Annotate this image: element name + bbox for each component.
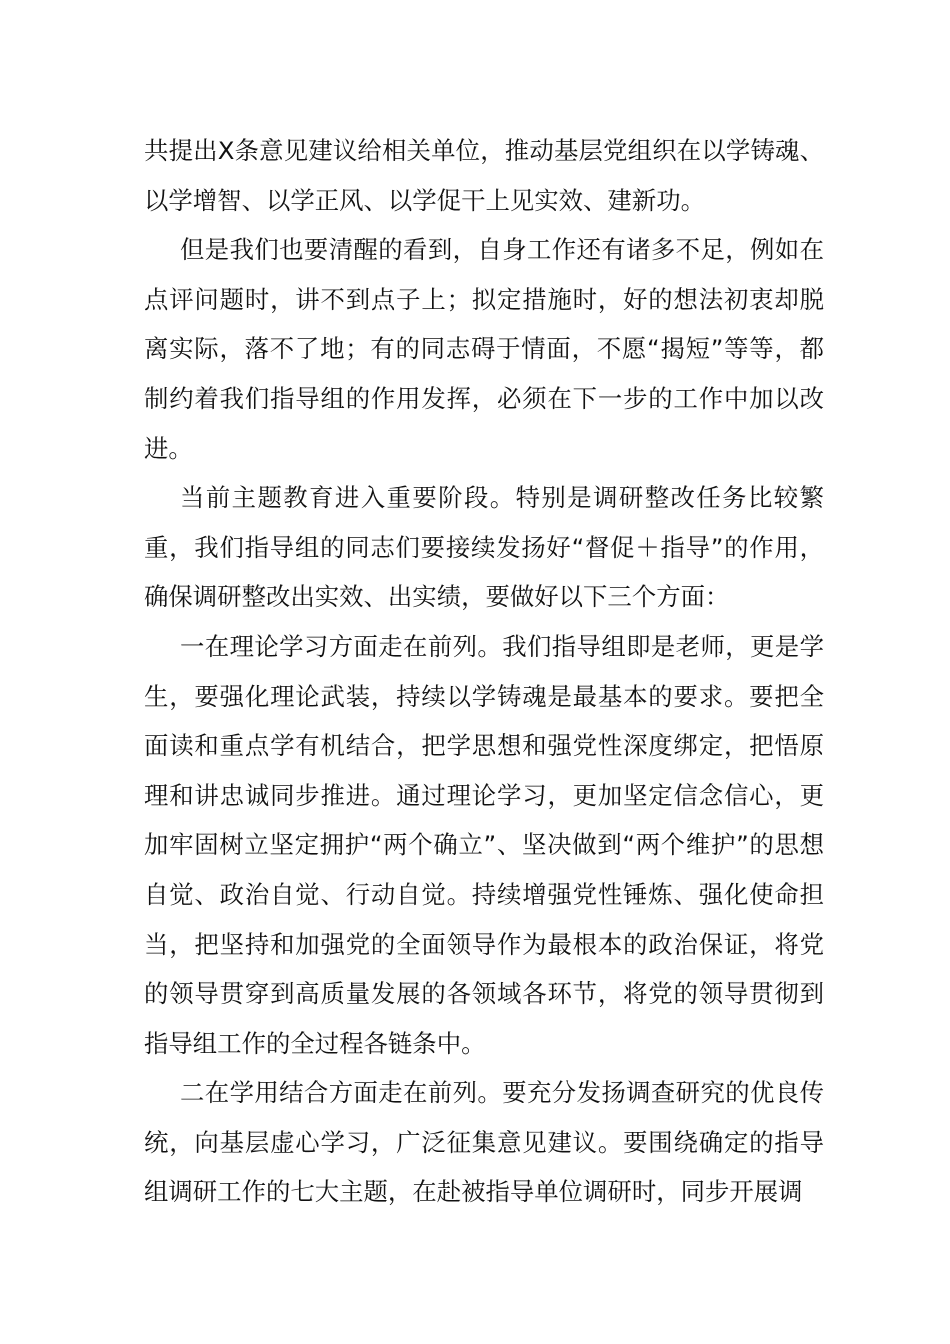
- paragraph-study-application: 二在学用结合方面走在前列。要充分发扬调查研究的优良传统，向基层虚心学习，广泛征集意见建议。要围绕确定的指导组调研工作的七大主题，在赴被指导单位调研时，同步开展调: [144, 1078, 824, 1207]
- paragraph-theory-study: 一在理论学习方面走在前列。我们指导组即是老师，更是学生，要强化理论武装，持续以学铸魂是最基本的要求。要把全面读和重点学有机结合，把学思想和强党性深度绑定，把悟原理和讲忠诚同步推进。通过理论学习，更加坚定信念信心，更加牢固树立坚定拥护“两个确立”、坚决做到“两个维护”的思想自觉、政治自觉、行动自觉。持续增强党性锤炼、强化使命担当，把坚持和加强党的全面领导作为最根本的政治保证，将党的领导贯穿到高质量发展的各领域各环节，将党的领导贯彻到指导组工作的全过程各链条中。: [144, 631, 824, 1058]
- paragraph-current-stage: 当前主题教育进入重要阶段。特别是调研整改任务比较繁重，我们指导组的同志们要接续发扬好“督促＋指导”的作用，确保调研整改出实效、出实绩，要做好以下三个方面：: [144, 483, 824, 612]
- document-body: [144, 126, 824, 1217]
- paragraph-shortcomings: 但是我们也要清醒的看到，自身工作还有诸多不足，例如在点评问题时，讲不到点子上；拟定措施时，好的想法初衷却脱离实际，落不了地；有的同志碍于情面，不愿“揭短”等等，都制约着我们指导组的作用发挥，必须在下一步的工作中加以改进。: [144, 235, 824, 463]
- paragraph-continued: 共提出X条意见建议给相关单位，推动基层党组织在以学铸魂、以学增智、以学正风、以学促干上见实效、建新功。: [144, 136, 824, 215]
